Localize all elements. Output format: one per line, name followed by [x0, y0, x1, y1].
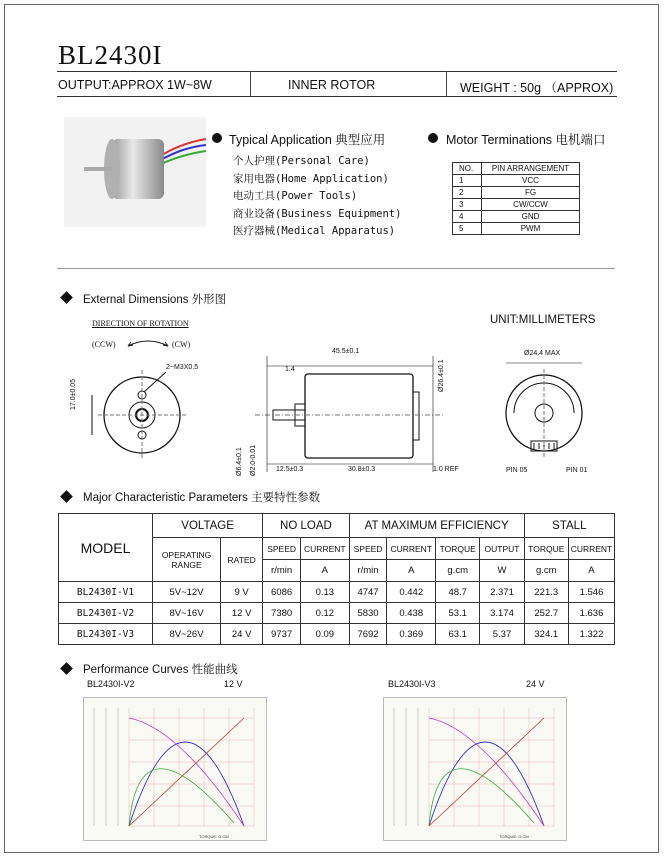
torque-header: TORQUE [436, 538, 480, 560]
unit-cell: g.cm [436, 560, 480, 582]
noload-header: NO LOAD [263, 514, 349, 538]
list-item: 电动工具(Power Tools) [233, 190, 358, 202]
stall-header: STALL [524, 514, 614, 538]
length-14-label: 1.4 [285, 366, 295, 373]
table-cell: 0.09 [301, 624, 350, 645]
unit-cell: g.cm [524, 560, 568, 582]
table-cell: 0.438 [387, 603, 436, 624]
pin01-label: PIN 01 [566, 467, 588, 474]
table-cell: 324.1 [524, 624, 568, 645]
table-row [59, 603, 615, 624]
pin05-label: PIN 05 [506, 467, 528, 474]
table-cell: 252.7 [524, 603, 568, 624]
list-item: 医疗器械(Medical Apparatus) [233, 225, 396, 237]
table-cell: 63.1 [436, 624, 480, 645]
unit-cell: A [301, 560, 350, 582]
table-cell: 0.442 [387, 582, 436, 603]
table-cell: 24 V [221, 624, 263, 645]
model-cell: BL2430I-V3 [59, 624, 153, 645]
operating-range-header: OPERATING RANGE [153, 538, 221, 582]
shaft-diameter-label: Ø6.4±0.1 [236, 447, 243, 476]
table-cell: 0.13 [301, 582, 350, 603]
table-cell: 5V~12V [153, 582, 221, 603]
unit-cell: W [480, 560, 524, 582]
header-bottom-rule [57, 96, 617, 97]
model-cell: BL2430I-V1 [59, 582, 153, 603]
application-list [233, 153, 401, 241]
unit-cell: A [387, 560, 436, 582]
table-cell: 0.12 [301, 603, 350, 624]
table-cell: 4747 [349, 582, 387, 603]
table-cell: 1.322 [568, 624, 614, 645]
current-header: CURRENT [387, 538, 436, 560]
max-diameter-label: Ø24.4 MAX [524, 350, 561, 357]
table-row [453, 187, 580, 199]
rear-view-drawing [498, 355, 590, 467]
side-view-drawing [245, 352, 450, 477]
left-chart-model: BL2430I-V2 [87, 679, 135, 689]
screw-label: 2~M3X0.5 [166, 364, 199, 371]
table-row [59, 514, 615, 538]
torque-header: TORQUE [524, 538, 568, 560]
table-row [453, 199, 580, 211]
table-cell: 2 [453, 187, 482, 199]
voltage-header: VOLTAGE [153, 514, 263, 538]
rotor-spec: INNER ROTOR [288, 78, 376, 92]
ccw-label: (CCW) [92, 340, 116, 349]
header-top-rule [57, 71, 617, 72]
table-cell: PWM [482, 223, 580, 235]
right-chart-model: BL2430I-V3 [388, 679, 436, 689]
motor-photo [64, 117, 206, 227]
table-cell: 4 [453, 211, 482, 223]
table-cell: 8V~16V [153, 603, 221, 624]
unit-cell: r/min [263, 560, 301, 582]
max-efficiency-header: AT MAXIMUM EFFICIENCY [349, 514, 524, 538]
table-cell: 221.3 [524, 582, 568, 603]
table-cell: 9 V [221, 582, 263, 603]
application-heading: Typical Application 典型应用 [229, 133, 386, 147]
table-cell: 5.37 [480, 624, 524, 645]
table-cell: 9737 [263, 624, 301, 645]
parameters-table [58, 513, 615, 645]
terminations-heading: Motor Terminations 电机端口 [446, 133, 606, 147]
unit-cell: r/min [349, 560, 387, 582]
section-divider [57, 268, 615, 269]
unit-label: UNIT:MILLIMETERS [490, 314, 596, 326]
table-cell: 3.174 [480, 603, 524, 624]
length-total-label: 45.5±0.1 [332, 348, 360, 355]
table-cell: 48.7 [436, 582, 480, 603]
table-row [453, 163, 580, 175]
table-cell: 12 V [221, 603, 263, 624]
bullet-icon [212, 133, 222, 143]
left-chart-voltage: 12 V [224, 679, 243, 689]
list-item: 个人护理(Personal Care) [233, 155, 370, 167]
table-row [59, 582, 615, 603]
unit-cell: A [568, 560, 614, 582]
body-diameter-label: Ø26.4±0.1 [438, 359, 445, 392]
bearing-diameter-label: Ø2.0-0.01 [250, 444, 257, 476]
current-header: CURRENT [568, 538, 614, 560]
right-chart-voltage: 24 V [526, 679, 545, 689]
ref-label: 1.0 REF [433, 466, 459, 473]
curves-heading: Performance Curves 性能曲线 [83, 664, 238, 676]
table-row [59, 624, 615, 645]
x-axis-label: TORQUE: G.CM [499, 834, 529, 839]
weight-spec: WEIGHT : 50g （APPROX) [460, 81, 614, 95]
rotation-arrow-icon [124, 336, 172, 350]
params-heading: Major Characteristic Parameters 主要特性参数 [83, 492, 321, 504]
performance-curve-v3 [383, 697, 567, 841]
dimensions-heading: External Dimensions 外形图 [83, 294, 227, 306]
speed-header: SPEED [349, 538, 387, 560]
table-cell: 5830 [349, 603, 387, 624]
x-axis-label: TORQUE: G.CM [199, 834, 229, 839]
model-header: MODEL [59, 514, 153, 582]
table-row [453, 223, 580, 235]
speed-header: SPEED [263, 538, 301, 560]
table-cell: 3 [453, 199, 482, 211]
table-cell: FG [482, 187, 580, 199]
table-cell: 8V~26V [153, 624, 221, 645]
header-divider [250, 71, 251, 96]
length-308-label: 30.8±0.3 [348, 466, 376, 473]
table-cell: 5 [453, 223, 482, 235]
table-cell: 1.546 [568, 582, 614, 603]
table-row [453, 211, 580, 223]
front-view-drawing [78, 360, 198, 472]
list-item: 家用电器(Home Application) [233, 172, 389, 185]
table-cell: VCC [482, 175, 580, 187]
table-cell: 7692 [349, 624, 387, 645]
table-cell: 53.1 [436, 603, 480, 624]
current-header: CURRENT [301, 538, 350, 560]
bullet-icon [428, 133, 438, 143]
table-cell: GND [482, 211, 580, 223]
table-cell: 6086 [263, 582, 301, 603]
table-row [453, 175, 580, 187]
table-header: NO. [453, 163, 482, 175]
header-divider [446, 71, 447, 96]
rated-header: RATED [221, 538, 263, 582]
dim-17-label: 17.0±0.05 [70, 378, 77, 410]
table-cell: 0.369 [387, 624, 436, 645]
rotation-label: DIRECTION OF ROTATION [92, 319, 189, 328]
table-cell: 1 [453, 175, 482, 187]
output-spec: OUTPUT:APPROX 1W~8W [58, 78, 212, 92]
table-header: PIN ARRANGEMENT [482, 163, 580, 175]
page-title: BL2430I [58, 40, 163, 70]
performance-curve-v2 [83, 697, 267, 841]
table-cell: 7380 [263, 603, 301, 624]
length-125-label: 12.5±0.3 [276, 466, 304, 473]
table-cell: 2.371 [480, 582, 524, 603]
cw-label: (CW) [172, 340, 191, 349]
list-item: 商业设备(Business Equipment) [233, 207, 402, 220]
table-cell: 1.636 [568, 603, 614, 624]
output-header: OUTPUT [480, 538, 524, 560]
model-cell: BL2430I-V2 [59, 603, 153, 624]
pin-table [452, 162, 580, 235]
table-cell: CW/CCW [482, 199, 580, 211]
